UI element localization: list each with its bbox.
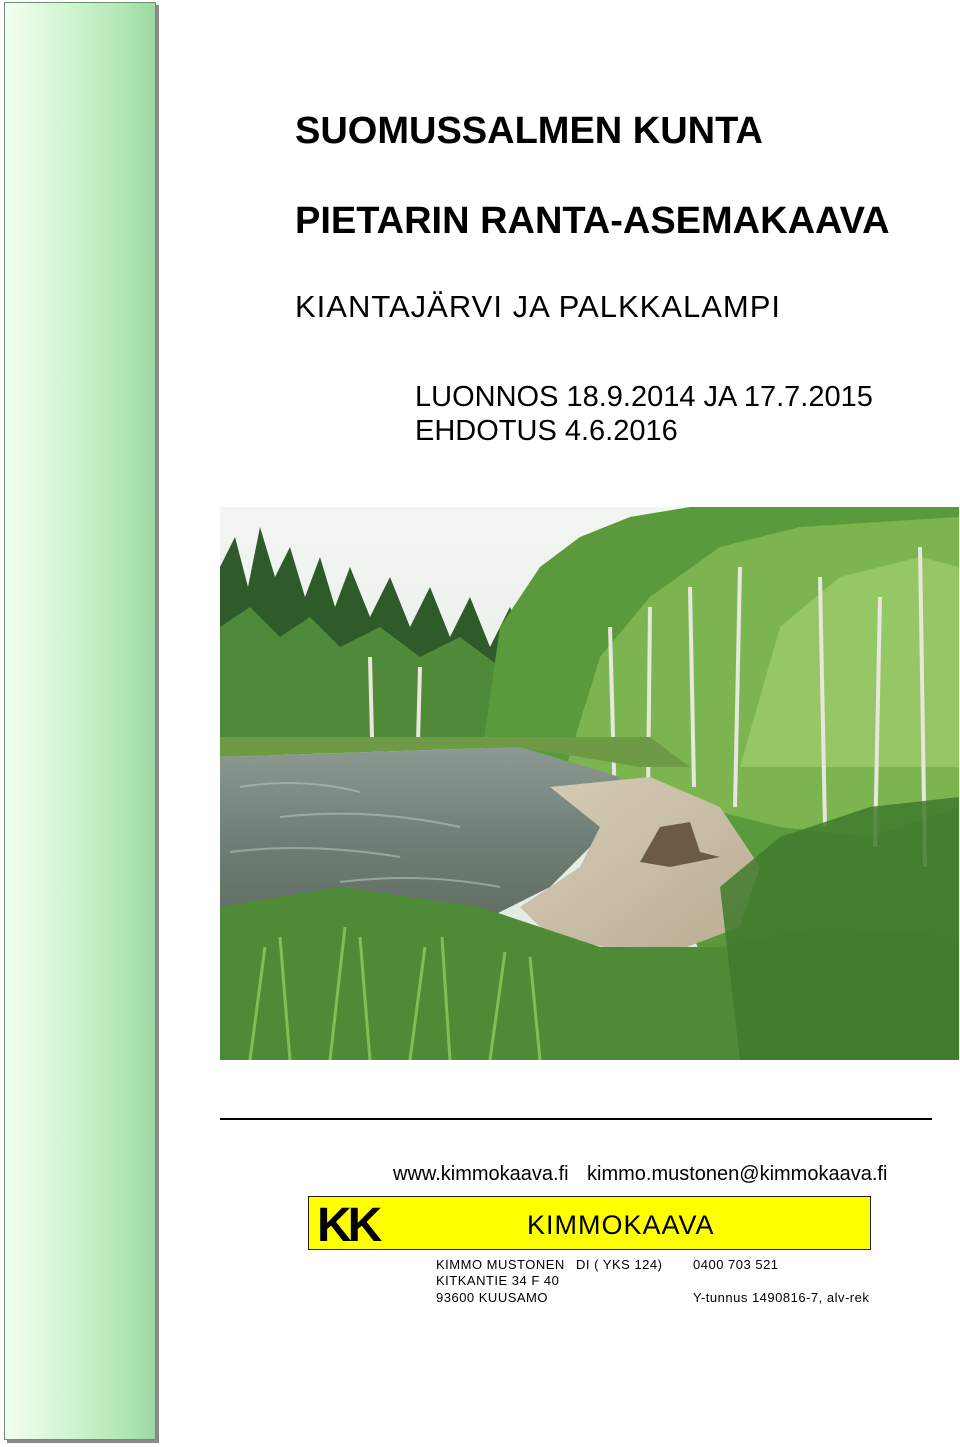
date-block	[415, 380, 873, 448]
proposal-date: EHDOTUS 4.6.2016	[415, 415, 678, 447]
plan-title: PIETARIN RANTA-ASEMAKAAVA	[295, 200, 890, 242]
contact-phone: 0400 703 521	[693, 1257, 779, 1272]
separator-line	[220, 1118, 932, 1120]
contact-title: DI ( YKS 124)	[576, 1257, 663, 1272]
draft-date: LUONNOS 18.9.2014 JA 17.7.2015	[415, 381, 873, 413]
area-subtitle: KIANTAJÄRVI JA PALKKALAMPI	[295, 289, 782, 324]
street-address: KITKANTIE 34 F 40	[436, 1273, 560, 1288]
company-name: KIMMOKAAVA	[527, 1210, 715, 1240]
company-banner	[308, 1196, 871, 1250]
website-link[interactable]: www.kimmokaava.fi	[393, 1163, 569, 1185]
email-link[interactable]: kimmo.mustonen@kimmokaava.fi	[587, 1163, 888, 1185]
business-id: Y-tunnus 1490816-7, alv-rek	[693, 1290, 870, 1305]
kk-logo	[317, 1201, 415, 1245]
municipality-title: SUOMUSSALMEN KUNTA	[295, 110, 763, 152]
contact-name: KIMMO MUSTONEN	[436, 1257, 565, 1272]
green-side-band	[4, 2, 156, 1440]
postal-address: 93600 KUUSAMO	[436, 1290, 548, 1305]
lakeshore-photo	[220, 507, 959, 1060]
svg-text:KK: KK	[317, 1201, 379, 1245]
